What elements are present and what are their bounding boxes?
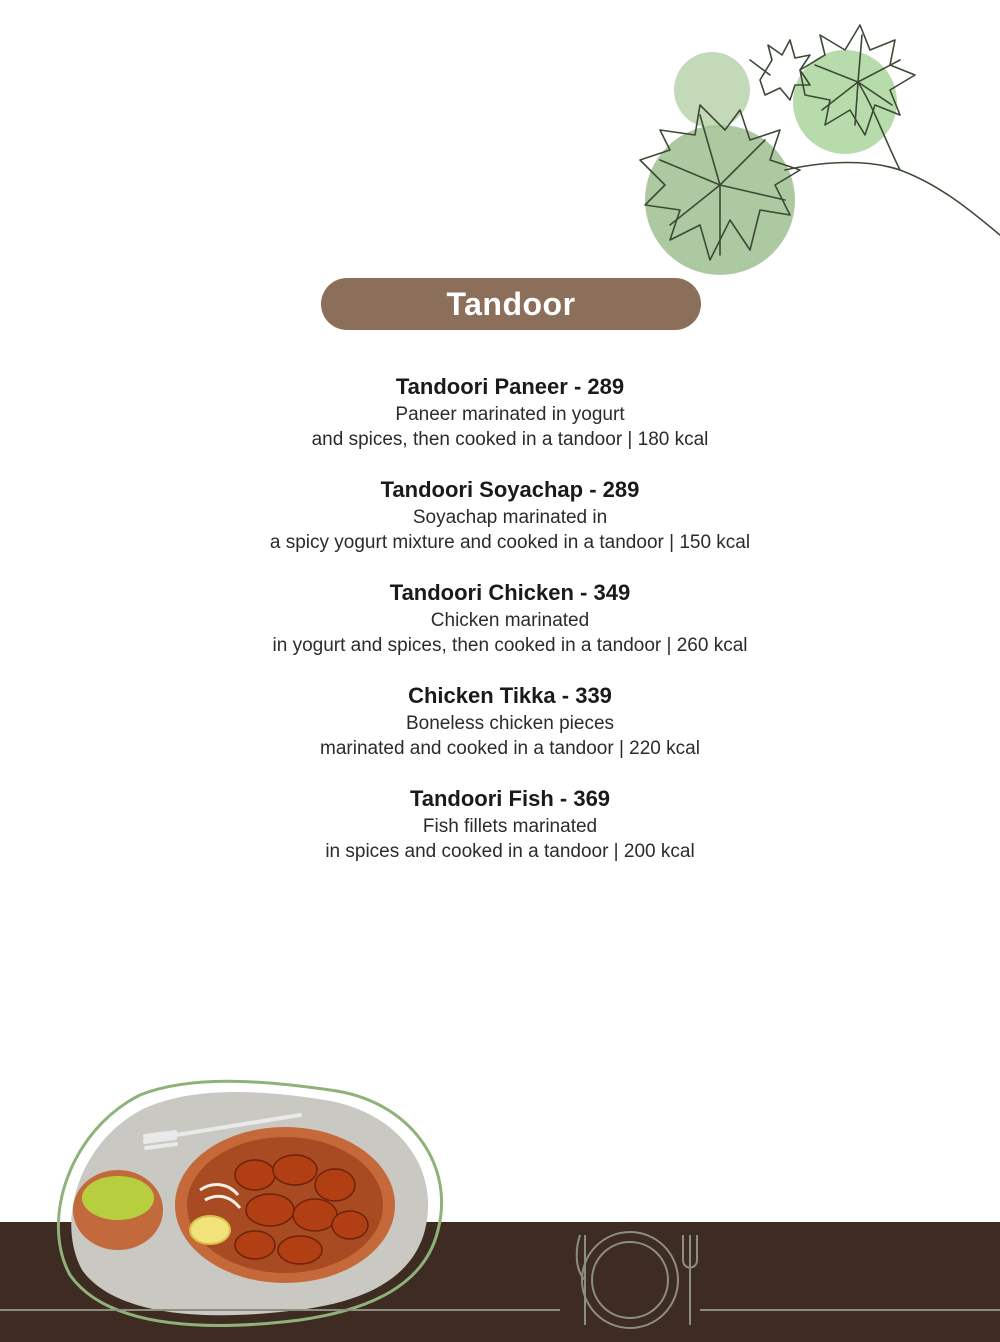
menu-item-price: 339 — [575, 683, 612, 708]
section-title-pill — [321, 278, 701, 330]
menu-item-details: marinated and cooked in a tandoor | 220 kcal — [320, 738, 700, 759]
menu-item-details: in yogurt and spices, then cooked in a tandoor | 260 kcal — [272, 635, 748, 656]
menu-item-details: and spices, then cooked in a tandoor | 180 kcal — [311, 429, 709, 450]
menu-item-price: 289 — [587, 374, 625, 399]
footer-artwork — [0, 1070, 1000, 1342]
menu-item — [100, 784, 920, 864]
leaf-illustration — [600, 10, 1000, 280]
menu-item-description: Boneless chicken pieces — [405, 713, 615, 734]
menu-item — [100, 372, 920, 452]
menu-item-name: Chicken Tikka — [408, 683, 556, 708]
menu-item-name: Tandoori Paneer — [395, 374, 568, 399]
menu-item — [100, 578, 920, 658]
menu-item-description: Chicken marinated — [430, 610, 590, 631]
menu-item-heading: Tandoori Fish - 369 — [409, 786, 611, 811]
menu-item-description: Soyachap marinated in — [412, 507, 608, 528]
menu-item — [100, 681, 920, 761]
menu-item-price: 369 — [573, 786, 611, 811]
menu-item-heading: Chicken Tikka - 339 — [408, 683, 612, 708]
lemon-slice — [190, 1216, 230, 1244]
menu-item-name: Tandoori Soyachap — [380, 477, 584, 502]
menu-item — [100, 475, 920, 555]
menu-item-details: a spicy yogurt mixture and cooked in a tandoor | 150 kcal — [269, 532, 751, 553]
menu-item-name: Tandoori Chicken — [389, 580, 574, 605]
menu-item-heading: Tandoori Paneer - 289 — [395, 374, 625, 399]
leaf-stem — [785, 163, 1000, 236]
menu-list — [100, 372, 920, 887]
chutney — [82, 1176, 154, 1220]
menu-item-description: Paneer marinated in yogurt — [395, 404, 625, 425]
menu-item-heading: Tandoori Chicken - 349 — [389, 580, 631, 605]
menu-item-heading: Tandoori Soyachap - 289 — [380, 477, 640, 502]
menu-item-price: 289 — [602, 477, 640, 502]
section-title: Tandoor — [446, 285, 576, 322]
menu-item-price: 349 — [593, 580, 631, 605]
fork-line-icon — [683, 1235, 697, 1325]
menu-item-name: Tandoori Fish — [409, 786, 554, 811]
menu-item-details: in spices and cooked in a tandoor | 200 kcal — [325, 841, 695, 862]
knife-icon — [577, 1235, 585, 1325]
menu-item-description: Fish fillets marinated — [422, 816, 598, 837]
